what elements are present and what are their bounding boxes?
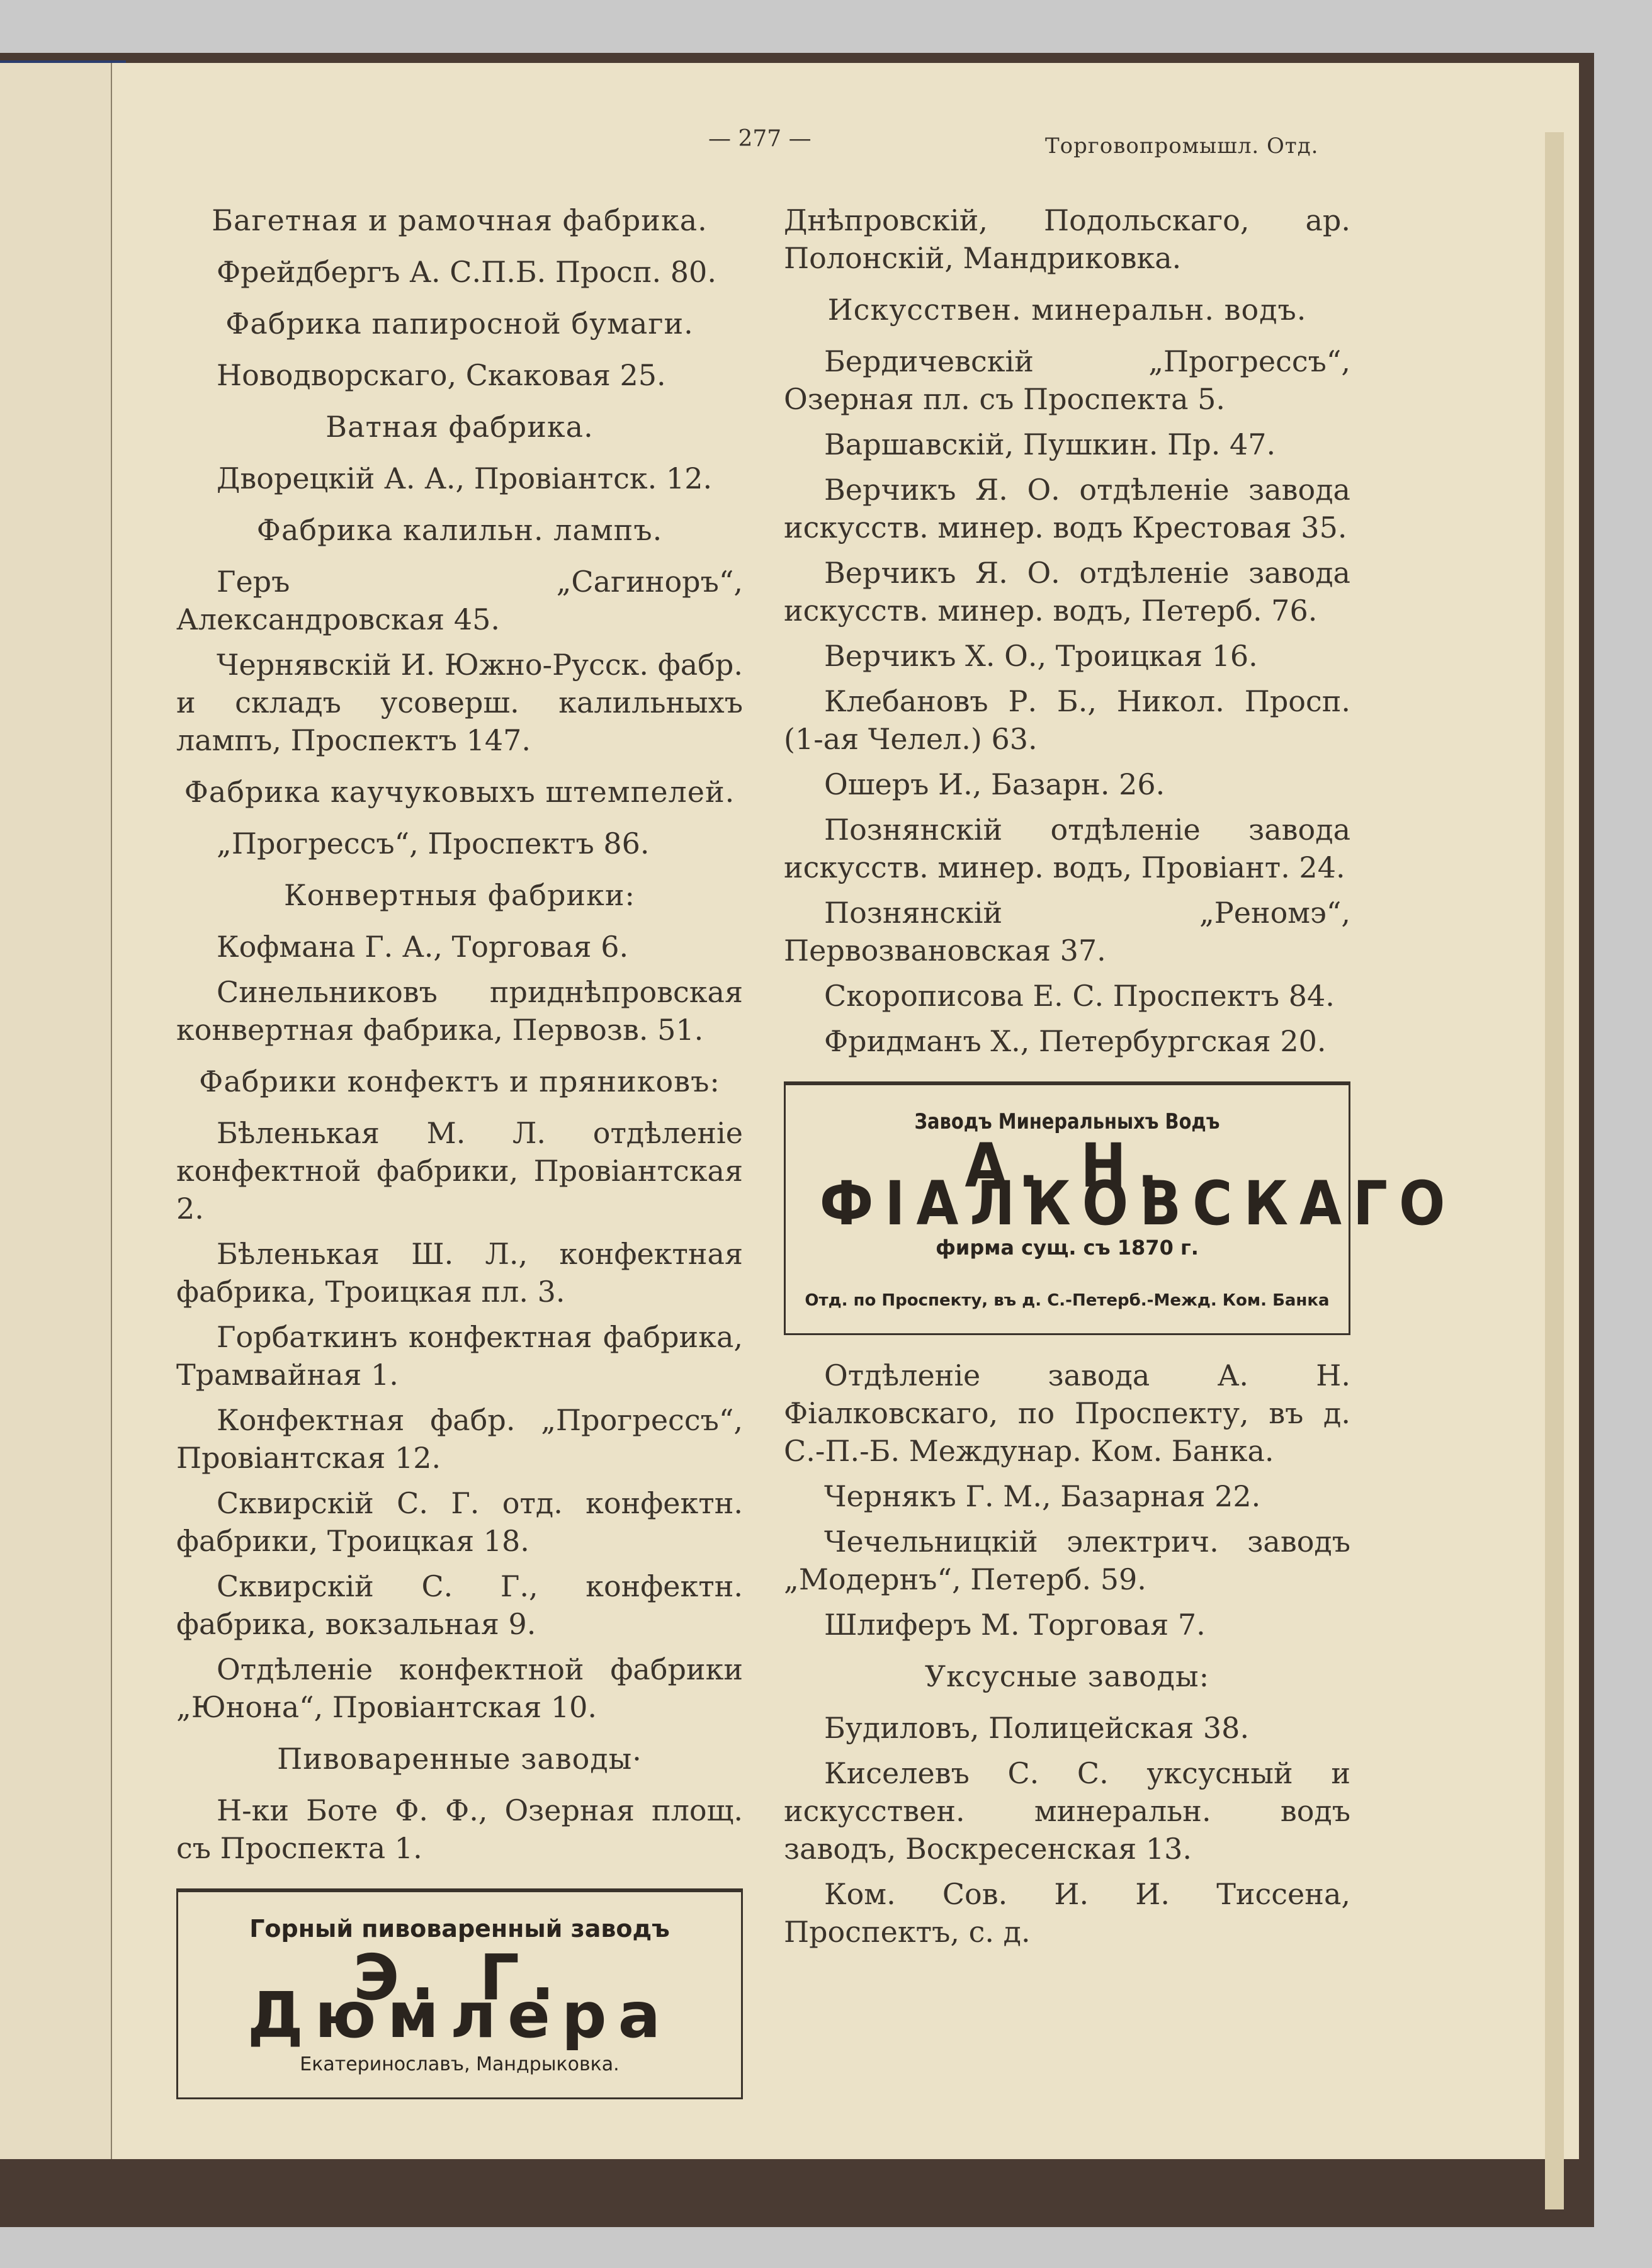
listing-entry: Днѣпровскій, Подольскаго, ар. Полонскій, Мандриковка. — [784, 203, 1350, 275]
ad-address: Екатеринославъ, Мандрыковка. — [300, 2053, 620, 2075]
listing-entry: Конфектная фабр. „Прогрессъ“, Провіантская 12. — [176, 1403, 743, 1475]
page-number: — 277 — — [708, 126, 812, 152]
listing-entry: „Прогрессъ“, Проспектъ 86. — [217, 827, 650, 860]
section-heading: Фабрики конфектъ и пряниковъ: — [199, 1064, 720, 1098]
listing-entry: Ком. Сов. И. И. Тиссена, Проспектъ, с. д. — [784, 1877, 1350, 1949]
section-heading: Искусствен. минеральн. водъ. — [827, 293, 1307, 327]
listing-entry: Верчикъ Я. О. отдѣленіе завода искусств. минер. водъ, Петерб. 76. — [784, 556, 1350, 628]
listing-entry: Варшавскій, Пушкин. Пр. 47. — [824, 427, 1276, 461]
right-column — [784, 201, 1457, 1958]
section-heading: Конвертныя фабрики: — [283, 878, 636, 912]
listing-entry: Будиловъ, Полицейская 38. — [824, 1711, 1250, 1745]
listing-entry: Отдѣленіе конфектной фабрики „Юнона“, Провіантская 10. — [176, 1652, 743, 1724]
listing-entry: Фрейдбергъ А. С.П.Б. Просп. 80. — [217, 255, 716, 289]
section-heading: Фабрика калильн. лампъ. — [256, 513, 663, 547]
listing-entry: Н-ки Боте Ф. Ф., Озерная площ. съ Проспекта 1. — [176, 1793, 743, 1865]
listing-entry: Верчикъ Х. О., Троицкая 16. — [824, 639, 1258, 673]
listing-entry: Познянскій отдѣленіе завода искусств. минер. водъ, Провіант. 24. — [784, 813, 1350, 884]
listing-entry: Кофмана Г. А., Торговая 6. — [217, 930, 629, 964]
listing-entry: Ошеръ И., Базарн. 26. — [824, 767, 1165, 801]
listing-entry: Чернякъ Г. М., Базарная 22. — [824, 1479, 1261, 1513]
listing-entry: Шлиферъ М. Торговая 7. — [824, 1608, 1206, 1642]
listing-entry: Синельниковъ приднѣпровская конвертная фабрика, Первозв. 51. — [176, 975, 743, 1047]
listing-entry: Чечельницкій электрич. заводъ „Модернъ“, Петерб. 59. — [784, 1525, 1350, 1596]
listing-entry: Клебановъ Р. Б., Никол. Просп. (1-ая Челел.) 63. — [784, 684, 1350, 756]
listing-entry: Отдѣленіе завода А. Н. Фіалковскаго, по Проспекту, въ д. С.-П.-Б. Междунар. Ком. Банка. — [784, 1358, 1350, 1468]
listing-entry: Сквирскій С. Г., конфектн. фабрика, вокзальная 9. — [176, 1569, 743, 1641]
listing-entry: Познянскій „Реномэ“, Первозвановская 37. — [784, 896, 1350, 968]
listing-entry: Фридманъ Х., Петербургская 20. — [824, 1024, 1327, 1058]
ad-company-name: Э. Г. Дюмлера — [247, 1941, 672, 2052]
listing-entry: Чернявскій И. Южно-Русск. фабр. и складъ усоверш. калильныхъ лампъ, Проспектъ 147. — [176, 648, 743, 757]
section-title: Торговопромышл. Отд. — [1045, 133, 1319, 159]
listing-entry: Геръ „Сагиноръ“, Александровская 45. — [176, 565, 743, 636]
listing-entry: Сквирскій С. Г. отд. конфектн. фабрики, Троицкая 18. — [176, 1486, 743, 1558]
listing-entry: Дворецкій А. А., Провіантск. 12. — [217, 461, 713, 495]
listing-entry: Бердичевскій „Прогрессъ“, Озерная пл. съ Проспекта 5. — [784, 344, 1350, 416]
section-heading: Фабрика каучуковыхъ штемпелей. — [184, 775, 735, 809]
listing-entry: Горбаткинъ конфектная фабрика, Трамвайная 1. — [176, 1320, 743, 1392]
listing-entry: Бѣленькая Ш. Л., конфектная фабрика, Троицкая пл. 3. — [176, 1237, 743, 1309]
listing-entry: Киселевъ С. С. уксусный и искусствен. минеральн. водъ заводъ, Воскресенская 13. — [784, 1756, 1350, 1866]
listing-entry: Новодворскаго, Скаковая 25. — [217, 358, 666, 392]
section-heading: Пивоваренные заводы· — [277, 1742, 642, 1776]
section-heading: Уксусные заводы: — [924, 1659, 1210, 1693]
ad-address: Отд. по Проспекту, въ д. С.-Петерб.-Межд. Ком. Банка — [805, 1291, 1330, 1310]
listing-entry: Бѣленькая М. Л. отдѣленіе конфектной фабрики, Провіантская 2. — [176, 1116, 743, 1226]
previous-page-edge — [0, 63, 115, 2159]
ad-company-name: А. Н. ФІАЛКОВСКАГО — [819, 1131, 1457, 1239]
section-heading: Ватная фабрика. — [325, 410, 594, 444]
ad-established: фирма сущ. съ 1870 г. — [936, 1236, 1199, 1260]
advertisement-box — [784, 1081, 1457, 1335]
listing-entry: Верчикъ Я. О. отдѣленіе завода искусств. минер. водъ Крестовая 35. — [784, 473, 1350, 544]
listing-entry: Скорописова Е. С. Проспектъ 84. — [824, 979, 1335, 1013]
advertisement-box — [176, 1888, 743, 2099]
ad-heading: Заводъ Минеральныхъ Водъ — [914, 1109, 1220, 1134]
left-column — [176, 201, 743, 2121]
section-heading: Фабрика папиросной бумаги. — [225, 307, 694, 341]
ad-heading: Горный пивоваренный заводъ — [249, 1915, 670, 1943]
page-stack-edge — [1545, 132, 1564, 2209]
section-heading: Багетная и рамочная фабрика. — [212, 203, 708, 237]
